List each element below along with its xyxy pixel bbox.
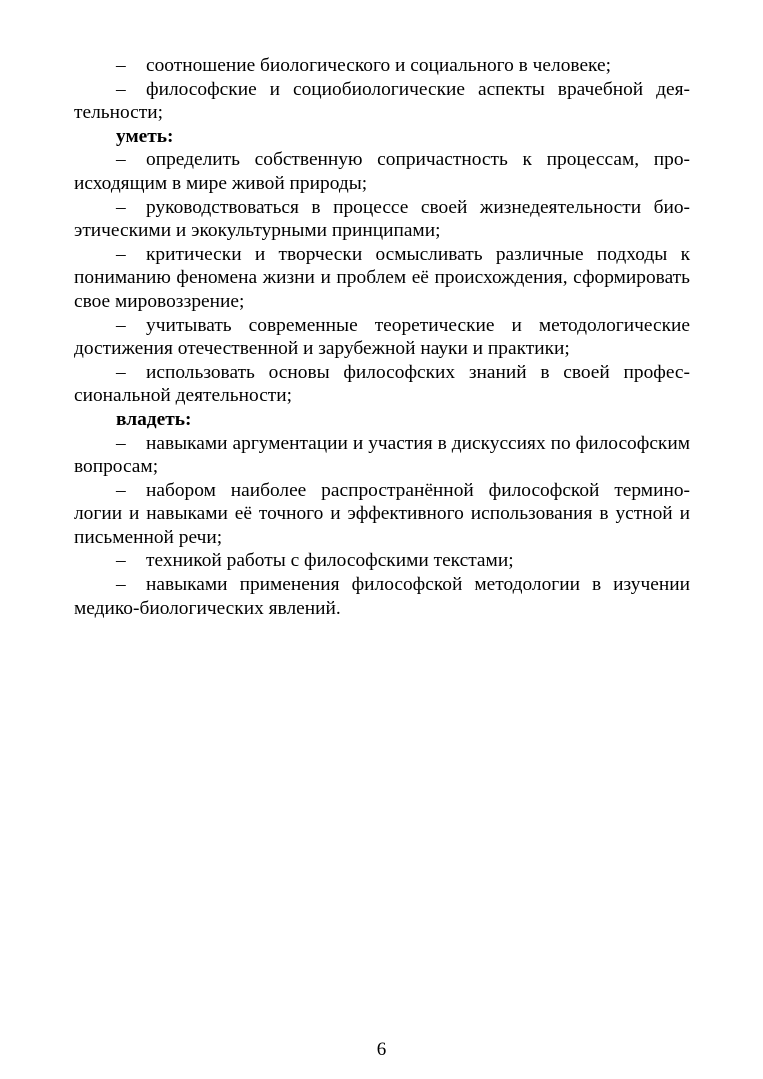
dash-marker: – xyxy=(116,149,126,171)
list-item xyxy=(74,196,690,243)
list-item-text: техникой работы с философскими текстами; xyxy=(146,550,514,572)
list-item-text: определить собственную сопричастность к процессам, происходящим в мире живой природы; xyxy=(74,149,690,194)
list-item xyxy=(74,361,690,408)
list-item xyxy=(74,479,690,550)
list-item-text: критически и творчески осмысливать различные подходы к пониманию феномена жизни и проблем её происхождения, сформировать свое мировоззрение; xyxy=(74,243,690,312)
list-item-text: набором наиболее распространённой философской терминологии и навыками её точного и эффективного использования в устной и письменной речи; xyxy=(74,479,690,548)
dash-marker: – xyxy=(116,196,126,218)
dash-marker: – xyxy=(116,55,126,76)
dash-marker: – xyxy=(116,314,126,336)
list-item-text: руководствоваться в процессе своей жизнедеятельности биоэтическими и экокультурными принципами; xyxy=(74,196,690,242)
dash-marker: – xyxy=(116,361,126,383)
dash-marker: – xyxy=(116,243,126,265)
list-item xyxy=(74,314,690,361)
dash-marker: – xyxy=(116,78,126,100)
list-item xyxy=(74,573,690,620)
section-heading-umet: уметь: xyxy=(116,125,174,147)
section-heading-vladet: владеть: xyxy=(116,408,192,430)
page-number: 6 xyxy=(376,1039,387,1060)
dash-marker: – xyxy=(116,432,126,454)
dash-marker: – xyxy=(116,479,126,501)
list-item xyxy=(74,78,690,125)
list-item xyxy=(74,243,690,314)
dash-marker: – xyxy=(116,550,126,572)
list-item xyxy=(74,148,690,195)
dash-marker: – xyxy=(116,574,126,596)
list-item xyxy=(74,54,690,78)
list-item-text: учитывать современные теоретические и методологические достижения отечественной и зарубежной науки и практики; xyxy=(74,314,690,360)
list-item-text: философские и социобиологические аспекты врачебной деятельности; xyxy=(74,78,690,124)
list-item xyxy=(74,549,690,573)
page-body xyxy=(74,54,690,620)
list-item-text: использовать основы философских знаний в своей профессиональной деятельности; xyxy=(74,361,690,407)
list-item-text: навыками применения философской методологии в изучении медико-биологических явлений. xyxy=(74,574,690,619)
list-item-text: соотношение биологического и социального в человеке; xyxy=(146,55,611,76)
list-item-text: навыками аргументации и участия в дискуссиях по философским вопросам; xyxy=(74,432,690,478)
list-item xyxy=(74,432,690,479)
